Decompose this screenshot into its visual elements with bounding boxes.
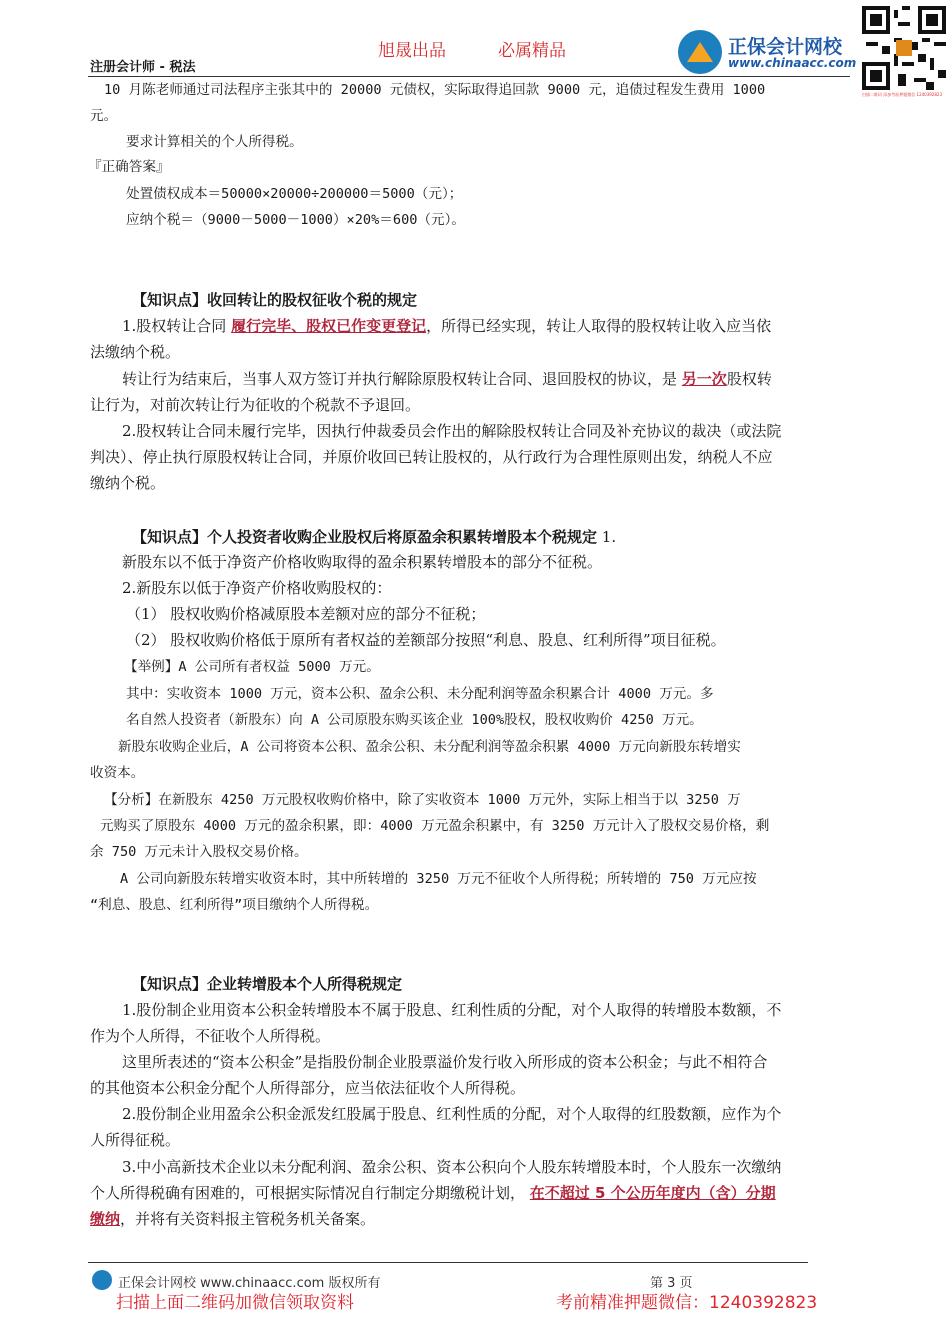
s3-l9-post: ，并将有关资料报主管税务机关备案。: [120, 1210, 376, 1228]
s2-example-line-3: 新股东收购企业后，A 公司将资本公积、盈余公积、未分配利润等盈余积累 4000 万元向新股东转增实: [118, 739, 741, 755]
s2-example-line-2: 名自然人投资者（新股东）向 A 公司原股东购买该企业 100%股权，股权收购价 4250 万元。: [126, 712, 703, 728]
s3-l9-highlight: 缴纳: [90, 1210, 121, 1228]
s1-p2-post: 股权转: [726, 370, 772, 388]
s2-line-3: （1） 股权收购价格减原股本差额对应的部分不征税；: [126, 605, 486, 623]
s2-line-2: 2.新股东以低于净资产价格收购股权的：: [122, 579, 392, 597]
s1-p1-highlight: 履行完毕、股权已作变更登记: [231, 317, 427, 335]
s1-para-3-l2: 判决）、停止执行原股权转让合同，并原价收回已转让股权的，从行政行为合理性原则出发，纳税人不应: [90, 448, 773, 466]
s3-line-1: 1.股份制企业用资本公积金转增股本不属于股息、红利性质的分配，对个人取得的转增股本数额，不: [122, 1001, 782, 1019]
s1-p2-highlight: 另一次: [681, 370, 727, 388]
s3-l8-pre: 个人所得税确有困难的，可根据实际情况自行制定分期缴税计划，: [90, 1184, 526, 1202]
footer-copyright: 正保会计网校 www.chinaacc.com 版权所有: [118, 1276, 381, 1291]
footer-rule: [88, 1262, 808, 1263]
s2-analysis-line-2: 元购买了原股东 4000 万元的盈余积累，即：4000 万元盈余积累中，有 3250 万元计入了股权交易价格，剩: [100, 818, 770, 834]
answer-line-1: 处置债权成本＝50000×20000÷200000＝5000（元）；: [126, 186, 463, 202]
answer-label: 『正确答案』: [88, 159, 170, 175]
logo-mark-icon: [678, 30, 722, 74]
s2-example-line-1: 其中：实收资本 1000 万元，资本公积、盈余公积、未分配利润等盈余积累合计 4000 万元。多: [126, 686, 714, 702]
s1-p1-pre: 1.股权转让合同: [122, 317, 227, 335]
s3-l8-highlight: 在不超过 5 个公历年度内（含）分期: [529, 1184, 776, 1202]
section-2-title-tail: 1.: [597, 528, 617, 546]
course-title: 注册会计师 - 税法: [90, 60, 196, 75]
s3-line-5: 2.股份制企业用盈余公积金派发红股属于股息、红利性质的分配，对个人取得的红股数额，应作为个: [122, 1105, 782, 1123]
slogan-right: 必属精品: [498, 41, 566, 61]
page-number: 第 3 页: [650, 1276, 693, 1291]
promo-left: 扫描上面二维码加微信领取资料: [116, 1293, 354, 1313]
s1-para-3-l3: 缴纳个税。: [90, 474, 166, 492]
s2-example-label: 【举例】A 公司所有者权益 5000 万元。: [124, 659, 380, 675]
s2-example-line-4: 收资本。: [90, 765, 145, 781]
s2-analysis-line-4: A 公司向新股东转增实收资本时，其中所转增的 3250 万元不征收个人所得税；所转增的 750 万元应按: [120, 871, 757, 887]
footer-logo-icon: [92, 1270, 112, 1290]
s3-line-4: 的其他资本公积金分配个人所得部分，应当依法征收个人所得税。: [90, 1079, 526, 1097]
s3-line-2: 作为个人所得，不征收个人所得税。: [90, 1027, 331, 1045]
s3-line-6: 人所得征税。: [90, 1131, 181, 1149]
s1-p2-pre: 转让行为结束后，当事人双方签订并执行解除原股权转让合同、退回股权的协议，是: [122, 370, 678, 388]
s2-analysis-line-1: 【分析】在新股东 4250 万元股权收购价格中，除了实收资本 1000 万元外，实际上相当于以 3250 万: [104, 792, 741, 808]
s2-line-4: （2） 股权收购价格低于原所有者权益的差额部分按照“利息、股息、红利所得”项目征税。: [126, 631, 726, 649]
promo-right: 考前精准押题微信：1240392823: [556, 1293, 818, 1313]
chinaacc-logo: [678, 30, 860, 74]
s2-analysis-line-5: “利息、股息、红利所得”项目缴纳个人所得税。: [90, 897, 379, 913]
section-1-title: 【知识点】收回转让的股权征收个税的规定: [132, 291, 418, 309]
s1-para-3-l1: 2.股权转让合同未履行完毕，因执行仲裁委员会作出的解除股权转让合同及补充协议的裁决（或法院: [122, 422, 782, 440]
qr-note: 扫描二维码 添加考前押题微信 1240392823: [862, 92, 942, 97]
s1-para-2: [122, 369, 772, 389]
s1-para-1: [122, 316, 771, 336]
s2-analysis-line-3: 余 750 万元未计入股权交易价格。: [90, 844, 308, 860]
section-3-title: 【知识点】企业转增股本个人所得税规定: [132, 975, 403, 993]
s1-para-1-l2: 法缴纳个税。: [90, 343, 181, 361]
example-line-3: 要求计算相关的个人所得税。: [126, 134, 303, 150]
s3-line-7: 3.中小高新技术企业以未分配利润、盈余公积、资本公积向个人股东转增股本时，个人股东一次缴纳: [122, 1158, 782, 1176]
section-2-title-row: [132, 527, 616, 547]
slogan-left: 旭晟出品: [378, 41, 446, 61]
qr-code-icon: [862, 6, 946, 90]
section-2-title: 【知识点】个人投资者收购企业股权后将原盈余积累转增股本个税规定: [132, 528, 598, 546]
logo-name: 正保会计网校: [728, 36, 843, 58]
answer-line-2: 应纳个税＝（9000－5000－1000）×20%＝600（元）。: [126, 212, 466, 228]
s1-p1-post: ，所得已经实现，转让人取得的股权转让收入应当依: [426, 317, 772, 335]
example-line-2: 元。: [90, 108, 118, 124]
s3-line-8: [90, 1183, 776, 1203]
example-line-1: 10 月陈老师通过司法程序主张其中的 20000 元债权，实际取得追回款 9000 元，追债过程发生费用 1000: [104, 82, 766, 98]
logo-url: www.chinaacc.com: [728, 56, 857, 70]
s3-line-3: 这里所表述的“资本公积金”是指股份制企业股票溢价发行收入所形成的资本公积金；与此不相符合: [122, 1053, 768, 1071]
s1-para-2-l2: 让行为，对前次转让行为征收的个税款不予退回。: [90, 396, 421, 414]
header-rule: [88, 76, 850, 77]
s3-line-9: [90, 1209, 375, 1229]
s2-line-1: 新股东以不低于净资产价格收购取得的盈余积累转增股本的部分不征税。: [122, 553, 603, 571]
